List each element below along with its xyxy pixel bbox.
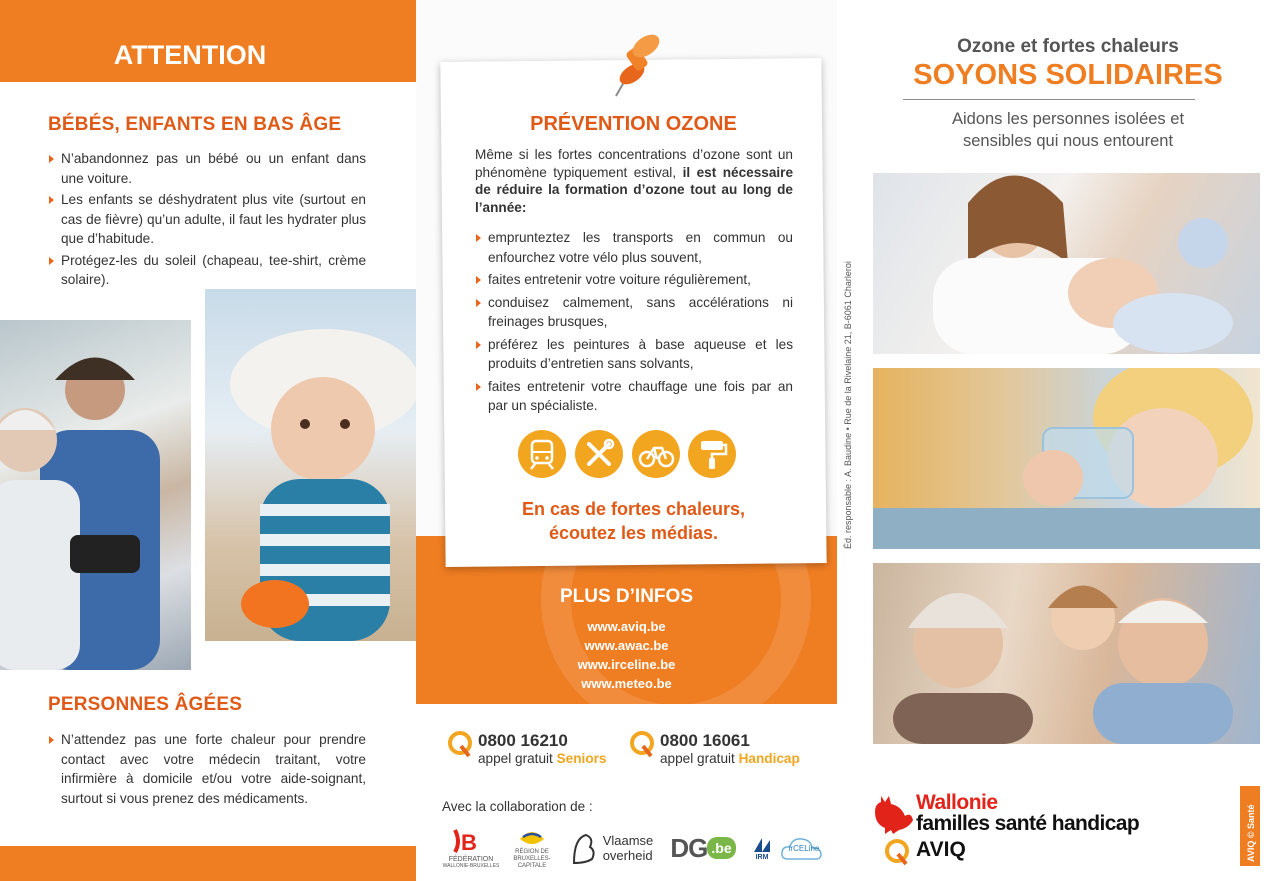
seniors-section-title: PERSONNES ÂGÉES <box>48 694 243 715</box>
list-item: préférez les peintures à base aqueuse et les produits d’entretien sans solvants, <box>475 335 793 374</box>
info-links <box>416 617 837 693</box>
cover-tagline-line1: Aidons les personnes isolées et <box>951 110 1185 128</box>
list-item: conduisez calmement, sans accélérations ni freinages brusques, <box>475 293 793 332</box>
brussels-region-logo <box>508 822 556 874</box>
grandparents-child-photo <box>873 563 1260 744</box>
dg-be-logo <box>666 822 740 874</box>
irm-logo <box>748 822 776 874</box>
bottom-left-bar <box>0 846 416 881</box>
link-irceline[interactable]: www.irceline.be <box>577 657 676 672</box>
heat-warning-line1: En cas de fortes chaleurs, <box>521 499 746 519</box>
phone-handicap-label <box>660 751 800 766</box>
publisher-credit <box>820 214 880 554</box>
mother-baby-photo <box>873 173 1260 354</box>
brand-aviq: AVIQ <box>916 838 966 861</box>
paint-roller-icon <box>688 430 736 478</box>
dg-logo-be: .be <box>707 837 735 859</box>
intro-bold-text: il est nécessaire de réduire la formation d’ozone tout au long de l’année: <box>475 164 794 215</box>
heat-warning-line2: écoutez les médias. <box>548 523 719 543</box>
phone-handicap-number: 0800 16061 <box>660 731 750 750</box>
seniors-list <box>48 730 366 810</box>
aviq-logo-icon <box>447 730 473 758</box>
babies-section-title: BÉBÉS, ENFANTS EN BAS ÂGE <box>48 114 342 135</box>
pushpin-icon <box>606 30 666 100</box>
irm-logo-text: IRM <box>755 853 769 861</box>
prevention-list <box>475 228 793 419</box>
list-item: Protégez-les du soleil (chapeau, tee-shirt, crème solaire). <box>48 251 366 290</box>
link-meteo[interactable]: www.meteo.be <box>581 676 672 691</box>
collaboration-label: Avec la collaboration de : <box>442 799 593 814</box>
doctor-senior-photo <box>0 320 191 670</box>
list-item: N’attendez pas une forte chaleur pour prendre contact avec votre médecin traitant, votre infirmière à domicile et/ou votre aide-soignant, surtout si vous prenez des médicaments. <box>48 730 366 808</box>
list-item: emprunteztez les transports en commun ou enfourchez votre vélo plus souvent, <box>475 228 793 267</box>
phone-target: Handicap <box>738 751 800 766</box>
fwb-logo-subtext: WALLONIE-BRUXELLES <box>442 863 500 869</box>
brand-familles: familles santé handicap <box>916 812 1140 835</box>
phone-handicap <box>660 731 800 766</box>
aviq-logo-icon <box>629 730 655 758</box>
aviq-logo-icon <box>884 838 910 866</box>
cover-divider <box>903 99 1195 100</box>
phone-label: appel gratuit <box>478 751 557 766</box>
vlaamse-logo-text <box>603 833 654 863</box>
phone-target: Seniors <box>556 751 607 766</box>
vlaamse-logo-line1: Vlaamse <box>602 833 654 848</box>
list-item: faites entretenir votre chauffage une fois par an par un spécialiste. <box>475 377 793 416</box>
phone-seniors-number: 0800 16210 <box>478 731 568 750</box>
fwb-logo <box>442 822 500 874</box>
child-drinking-water-photo <box>873 368 1260 549</box>
side-tab-text: AVIQ © Santé <box>1246 804 1256 862</box>
vlaamse-overheid-logo <box>560 822 662 874</box>
attention-title: ATTENTION <box>113 40 267 70</box>
cover-subtitle: Ozone et fortes chaleurs <box>957 36 1179 57</box>
link-aviq[interactable]: www.aviq.be <box>587 619 666 634</box>
fwb-logo-text: FÉDÉRATION <box>448 856 494 863</box>
irceline-logo-text: irCELine <box>788 843 820 853</box>
link-awac[interactable]: www.awac.be <box>584 638 669 653</box>
phone-seniors <box>478 731 606 766</box>
tools-icon <box>575 430 623 478</box>
irceline-logo <box>780 822 828 874</box>
list-item: faites entretenir votre voiture régulièrement, <box>475 270 793 290</box>
dg-logo-text: DG <box>670 832 708 863</box>
more-info-title: PLUS D’INFOS <box>559 586 693 607</box>
brussels-logo-text: RÉGION DE BRUXELLES-CAPITALE <box>513 848 551 869</box>
prevention-title: PRÉVENTION OZONE <box>530 113 737 135</box>
phone-label: appel gratuit <box>660 751 739 766</box>
prevention-intro <box>475 146 793 216</box>
cover-tagline-line2: sensibles qui nous entourent <box>962 132 1174 150</box>
heat-warning-message <box>443 497 824 545</box>
cover-title: SOYONS SOLIDAIRES <box>913 59 1223 91</box>
bike-icon <box>632 430 680 478</box>
svg-text:B: B <box>461 830 477 855</box>
list-item: Les enfants se déshydratent plus vite (surtout en cas de fièvre) qu’un adulte, il faut les hydrater plus que d’habitude. <box>48 190 366 249</box>
cover-tagline <box>873 108 1263 152</box>
side-tab-label <box>1240 786 1260 866</box>
vlaamse-logo-line2: overheid <box>602 848 653 863</box>
brand-wallonie: Wallonie <box>916 791 998 814</box>
babies-list <box>48 149 366 292</box>
child-sunhat-photo <box>205 289 417 641</box>
phone-seniors-label <box>478 751 606 766</box>
wallonie-rooster-icon <box>873 790 915 834</box>
list-item: N’abandonnez pas un bébé ou un enfant dans une voiture. <box>48 149 366 188</box>
intro-text: Même si les fortes concentrations d’ozone sont un phénomène typiquement estival, <box>475 147 793 180</box>
train-icon <box>518 430 566 478</box>
publisher-credit-text: Éd. responsable : A. Baudine • Rue de la Rivelaine 21, B-6061 Charleroi <box>843 261 853 549</box>
